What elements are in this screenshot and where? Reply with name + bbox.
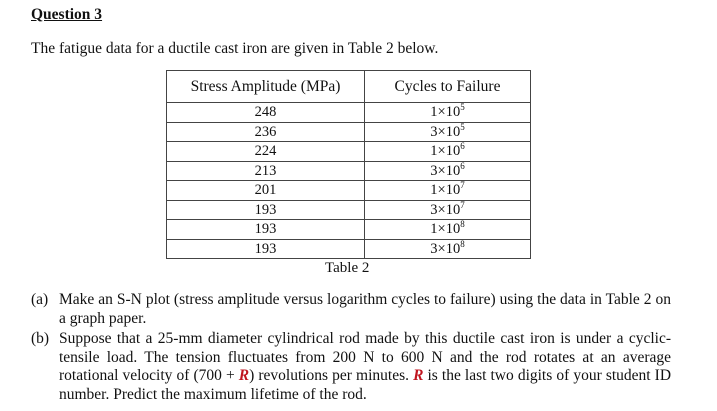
cycles-exponent: 7 xyxy=(460,199,465,210)
stress-cell: 193 xyxy=(167,220,365,240)
cycles-mantissa: 1×10 xyxy=(430,143,461,160)
stress-cell: 236 xyxy=(167,122,365,142)
table-row xyxy=(167,220,531,240)
part-a xyxy=(31,291,671,328)
table-caption: Table 2 xyxy=(325,260,370,276)
cycles-cell xyxy=(365,181,531,201)
cycles-exponent: 8 xyxy=(460,219,465,230)
part-a-label: (a) xyxy=(31,291,49,308)
cycles-mantissa: 3×10 xyxy=(430,201,461,218)
fatigue-data-table xyxy=(166,70,531,259)
table-row xyxy=(167,200,531,220)
part-b xyxy=(31,330,671,404)
stress-cell: 193 xyxy=(167,200,365,220)
table-header-row xyxy=(167,71,531,103)
variable-r: R xyxy=(238,367,250,385)
table-body xyxy=(167,103,531,259)
stress-cell: 213 xyxy=(167,161,365,181)
part-b-text-3: is the last two digits of your student ID number. Predict the maximum lifetime of the rod. xyxy=(59,367,672,403)
header-stress-amplitude: Stress Amplitude (MPa) xyxy=(167,71,365,103)
part-b-text-1: Suppose that a 25-mm diameter cylindrical rod made by this ductile cast iron is under a cyclic-tensile load. The tension fluctuates from 200 N to 600 N and the rod rotates at an average rotational velocity of (700 + xyxy=(59,330,671,385)
cycles-cell xyxy=(365,220,531,240)
intro-text: The fatigue data for a ductile cast iron are given in Table 2 below. xyxy=(31,40,439,57)
table-row xyxy=(167,142,531,162)
part-a-text: Make an S-N plot (stress amplitude versus logarithm cycles to failure) using the data in Table 2 on a graph paper. xyxy=(59,291,671,327)
cycles-mantissa: 3×10 xyxy=(430,240,461,257)
cycles-mantissa: 1×10 xyxy=(430,221,461,238)
stress-cell: 224 xyxy=(167,142,365,162)
cycles-cell xyxy=(365,239,531,259)
variable-r: R xyxy=(413,367,424,385)
header-cycles-to-failure: Cycles to Failure xyxy=(365,71,531,103)
cycles-cell xyxy=(365,103,531,123)
cycles-cell xyxy=(365,200,531,220)
table-row xyxy=(167,161,531,181)
stress-cell: 248 xyxy=(167,103,365,123)
cycles-exponent: 5 xyxy=(460,102,465,113)
table-row xyxy=(167,239,531,259)
stress-cell: 193 xyxy=(167,239,365,259)
question-parts xyxy=(31,291,671,407)
cycles-mantissa: 3×10 xyxy=(430,123,461,140)
cycles-cell xyxy=(365,142,531,162)
cycles-exponent: 5 xyxy=(460,121,465,132)
cycles-mantissa: 1×10 xyxy=(430,104,461,121)
cycles-mantissa: 1×10 xyxy=(430,182,461,199)
cycles-exponent: 8 xyxy=(460,238,465,249)
cycles-cell xyxy=(365,161,531,181)
question-title: Question 3 xyxy=(31,6,103,23)
table-row xyxy=(167,103,531,123)
cycles-exponent: 6 xyxy=(460,141,465,152)
cycles-cell xyxy=(365,122,531,142)
table-row xyxy=(167,181,531,201)
cycles-exponent: 7 xyxy=(460,180,465,191)
cycles-exponent: 6 xyxy=(460,160,465,171)
cycles-mantissa: 3×10 xyxy=(430,162,461,179)
part-b-label: (b) xyxy=(31,330,50,348)
part-b-text-2: ) revolutions per minutes. xyxy=(249,367,414,385)
table-row xyxy=(167,122,531,142)
stress-cell: 201 xyxy=(167,181,365,201)
